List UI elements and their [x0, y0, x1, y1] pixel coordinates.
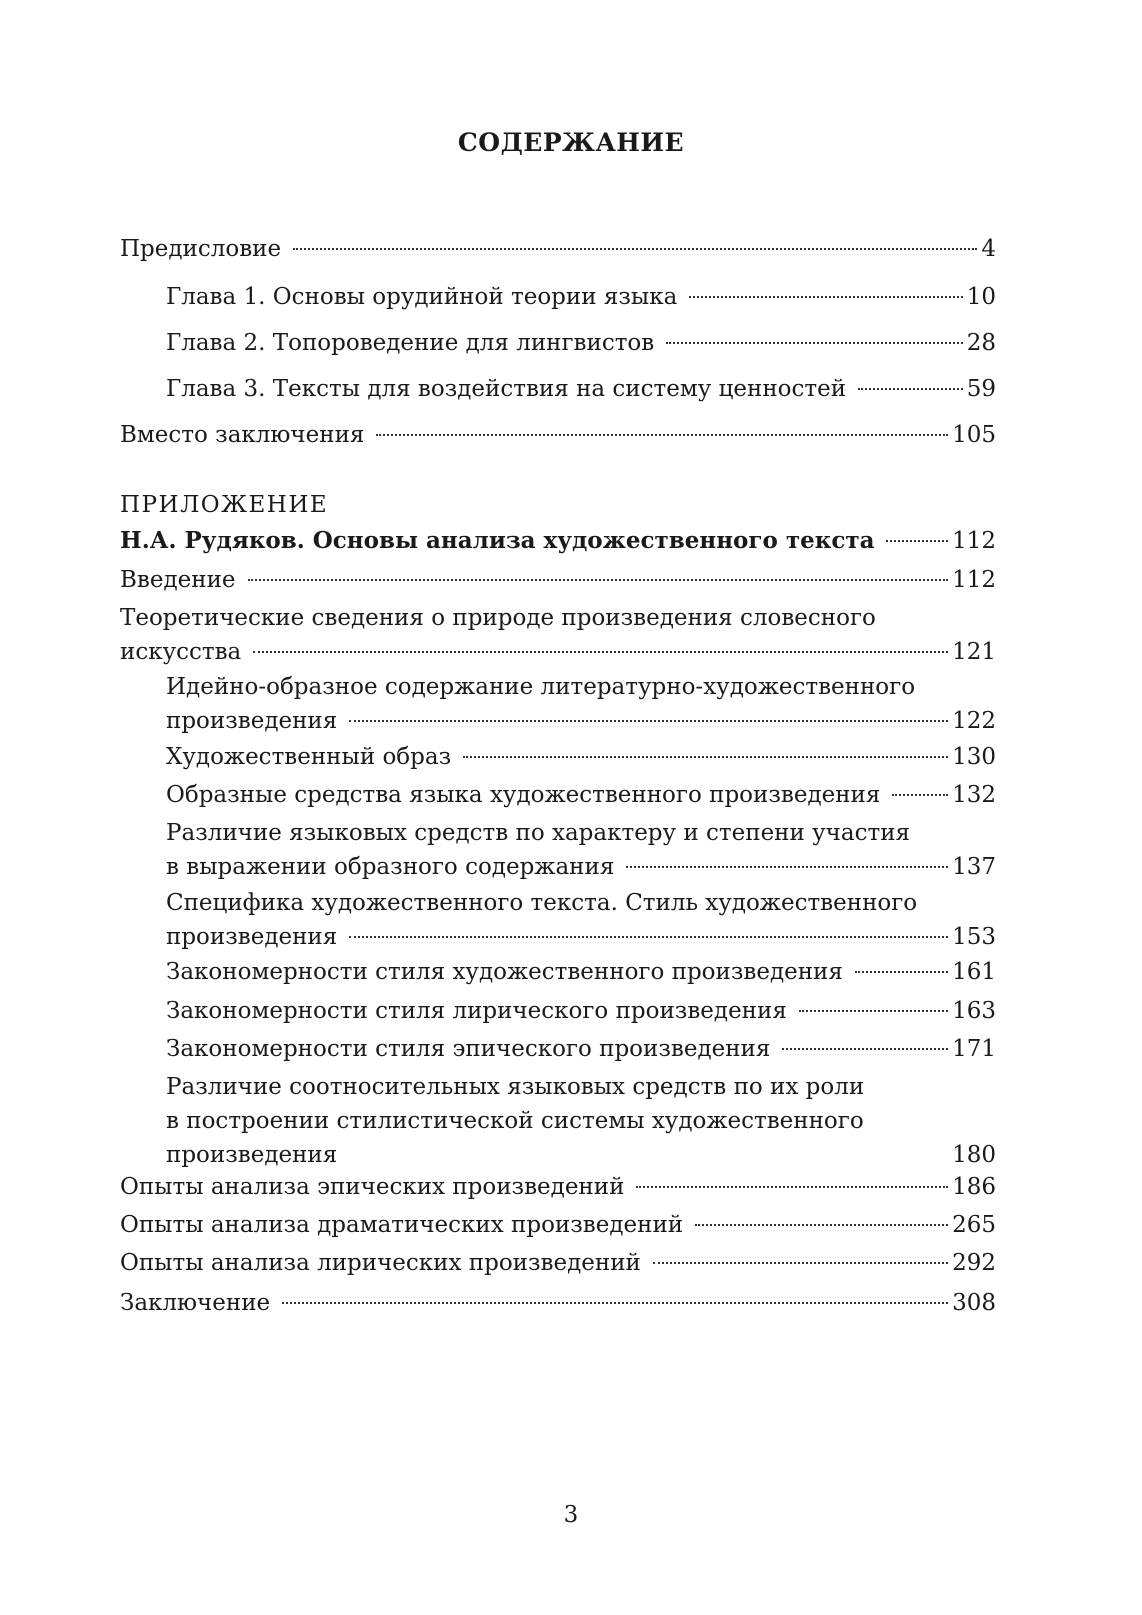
toc-entry-label: Различие соотносительных языковых средств по их роли — [166, 1074, 865, 1100]
toc-entry — [120, 1246, 996, 1280]
toc-entry-label: Закономерности стиля лирического произведения — [166, 998, 787, 1024]
dot-leader — [858, 388, 963, 390]
toc-entry — [120, 524, 996, 558]
dot-leader — [463, 756, 948, 758]
toc-entry-page: 308 — [952, 1290, 996, 1316]
dot-leader — [293, 248, 977, 250]
toc-entry-page: 161 — [952, 959, 996, 985]
toc-entry-label: Предисловие — [120, 236, 282, 262]
toc-entry — [120, 1286, 996, 1320]
toc-entry — [166, 886, 996, 954]
toc-entry-label: Идейно-образное содержание литературно-художественного — [166, 674, 916, 700]
dot-leader — [376, 434, 948, 436]
dot-leader — [666, 342, 962, 344]
toc-entry-label: в построении стилистической системы художественного — [166, 1108, 864, 1134]
toc-entry — [166, 778, 996, 812]
dot-leader — [349, 720, 948, 722]
toc-entry-label: Введение — [120, 567, 236, 593]
toc-entry-label: Н.А. Рудяков. Основы анализа художественного текста — [120, 527, 875, 554]
dot-leader — [855, 971, 948, 973]
toc-entry-label: Различие языковых средств по характеру и степени участия — [166, 820, 911, 846]
toc-entry-page: 112 — [952, 528, 996, 554]
dot-leader — [626, 866, 948, 868]
toc-entry-page: 28 — [966, 330, 996, 356]
dot-leader — [886, 540, 948, 542]
toc-entry — [166, 670, 996, 738]
toc-entry-label: Художественный образ — [166, 744, 452, 770]
dot-leader — [349, 936, 948, 938]
toc-entry-label: Вместо заключения — [120, 422, 365, 448]
toc-entry-page: 112 — [952, 567, 996, 593]
toc-entry — [166, 1032, 996, 1066]
toc-entry — [120, 1170, 996, 1204]
toc-entry-label: Закономерности стиля художественного произведения — [166, 959, 843, 985]
dot-leader — [636, 1186, 948, 1188]
toc-entry-page: 105 — [952, 422, 996, 448]
toc-entry — [166, 740, 996, 774]
toc-entry-page: 153 — [952, 924, 996, 950]
toc-entry-label: искусства — [120, 639, 242, 665]
dot-leader — [282, 1302, 948, 1304]
toc-entry-label: Опыты анализа лирических произведений — [120, 1250, 641, 1276]
toc-entry — [120, 232, 996, 266]
toc-entry — [120, 563, 996, 597]
toc-entry-page: 137 — [952, 854, 996, 880]
toc-entry — [166, 955, 996, 989]
toc-entry-label: Глава 2. Топороведение для лингвистов — [166, 330, 655, 356]
dot-leader — [892, 794, 948, 796]
toc-entry-page: 121 — [952, 639, 996, 665]
toc-entry-label: произведения — [166, 708, 338, 734]
toc-entry — [120, 418, 996, 452]
dot-leader — [248, 579, 949, 581]
page-number: 3 — [563, 1502, 579, 1528]
toc-entry — [120, 1208, 996, 1242]
toc-entry — [120, 601, 996, 669]
toc-entry-page: 186 — [952, 1174, 996, 1200]
toc-entry-page: 59 — [966, 376, 996, 402]
toc-entry-label: Заключение — [120, 1290, 271, 1316]
toc-entry-label: Теоретические сведения о природе произведения словесного — [120, 605, 876, 631]
toc-entry-page: 132 — [952, 782, 996, 808]
toc-entry-label: Глава 1. Основы орудийной теории языка — [166, 284, 678, 310]
dot-leader — [653, 1262, 948, 1264]
dot-leader — [695, 1224, 948, 1226]
toc-entry-page: 4 — [981, 236, 996, 262]
toc-entry-page: 180 — [952, 1142, 996, 1168]
toc-entry-label: произведения — [166, 924, 338, 950]
toc-entry-label: Опыты анализа драматических произведений — [120, 1212, 684, 1238]
toc-entry — [166, 994, 996, 1028]
toc-entry-page: 122 — [952, 708, 996, 734]
toc-entry-page: 292 — [952, 1250, 996, 1276]
appendix-heading: ПРИЛОЖЕНИЕ — [120, 492, 329, 518]
toc-entry-label: Образные средства языка художественного произведения — [166, 782, 881, 808]
page-title: СОДЕРЖАНИЕ — [457, 128, 685, 157]
toc-entry — [166, 816, 996, 884]
toc-entry — [166, 1070, 996, 1172]
dot-leader — [689, 296, 962, 298]
toc-entry — [166, 280, 996, 314]
toc-entry-page: 10 — [966, 284, 996, 310]
toc-entry-label: произведения — [166, 1142, 338, 1168]
toc-entry-label: в выражении образного содержания — [166, 854, 615, 880]
toc-entry — [166, 372, 996, 406]
toc-entry-page: 163 — [952, 998, 996, 1024]
toc-entry-label: Закономерности стиля эпического произведения — [166, 1036, 771, 1062]
dot-leader — [799, 1010, 948, 1012]
toc-entry-label: Глава 3. Тексты для воздействия на систему ценностей — [166, 376, 847, 402]
toc-entry-label: Специфика художественного текста. Стиль художественного — [166, 890, 918, 916]
toc-entry — [166, 326, 996, 360]
toc-entry-page: 171 — [952, 1036, 996, 1062]
toc-entry-label: Опыты анализа эпических произведений — [120, 1174, 625, 1200]
toc-entry-page: 130 — [952, 744, 996, 770]
dot-leader — [782, 1048, 948, 1050]
toc-entry-page: 265 — [952, 1212, 996, 1238]
dot-leader — [253, 651, 948, 653]
